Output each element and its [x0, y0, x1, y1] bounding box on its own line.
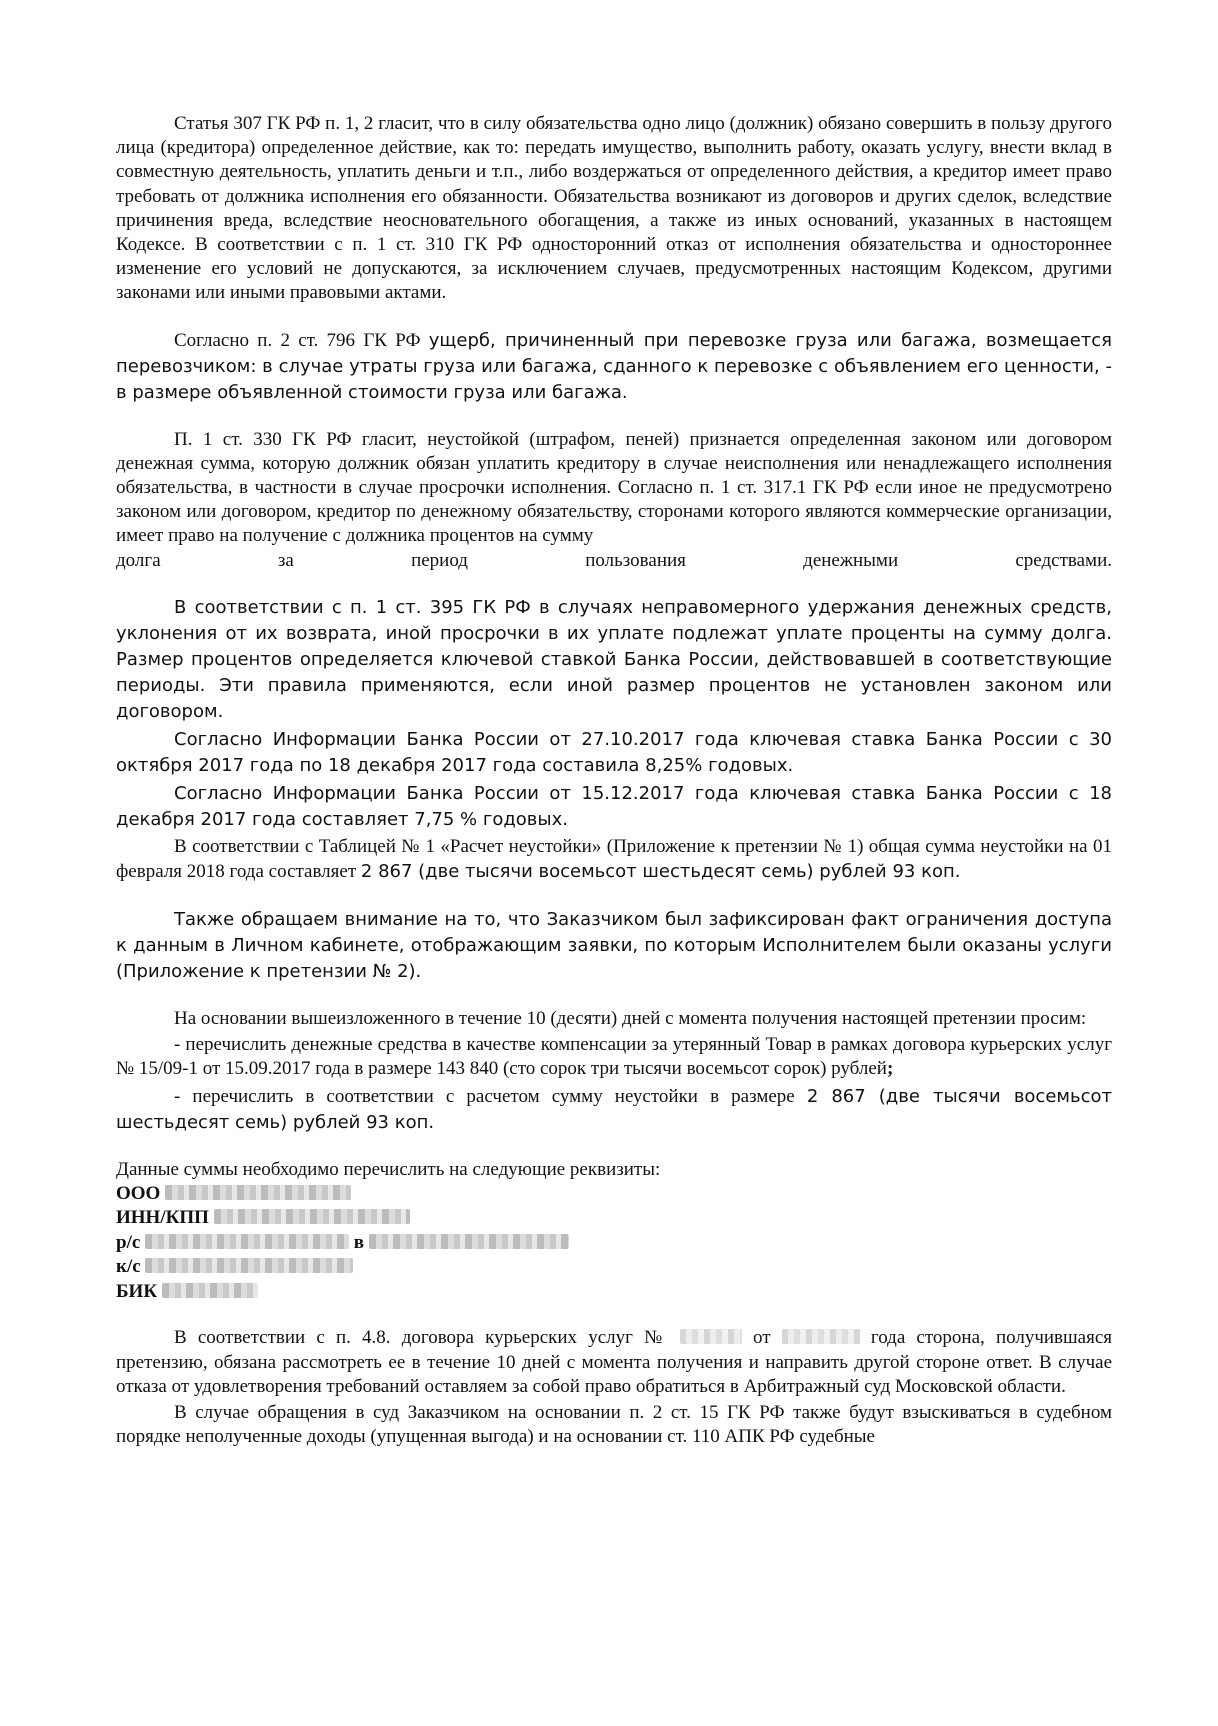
text-sans: ущерб, причиненный при перевозке груза или багажа, возмещается перевозчиком: в случае утраты груза или багажа, сданного к перевозке с объявлением его ценности, - в размере объявленной стоимости груза или багажа.	[116, 329, 1113, 403]
text-serif: В соответствии с п. 4.8. договора курьерских услуг №	[174, 1327, 669, 1349]
paragraph-key-rate-2: Согласно Информации Банка России от 15.12.2017 года ключевая ставка Банка России с 18 декабря 2017 года составляет 7,75 % годовых.	[116, 782, 1112, 830]
redacted-contract-date	[782, 1329, 860, 1344]
paragraph-demand-compensation	[116, 1033, 1112, 1081]
paragraph-court-claim: В случае обращения в суд Заказчиком на основании п. 2 ст. 15 ГК РФ также будут взыскиваться в судебном порядке неполученные доходы (упущенная выгода) и на основании ст. 110 АПК РФ судебные	[116, 1401, 1112, 1448]
corr-account-label: к/с	[116, 1256, 141, 1278]
bank-details-corr-account	[116, 1255, 1112, 1280]
bank-details-company	[116, 1182, 1112, 1207]
text-serif: от	[752, 1327, 771, 1349]
paragraph-contract-4-8	[116, 1326, 1112, 1399]
text-serif: Согласно п. 2 ст. 796 ГК РФ	[174, 329, 429, 351]
paragraph-art-796	[116, 328, 1112, 406]
paragraph-art-307: Статья 307 ГК РФ п. 1, 2 гласит, что в силу обязательства одно лицо (должник) обязано совершить в пользу другого лица (кредитора) определенное действие, как то: передать имущество, выполнить работу, оказать услугу, внести вклад в совместную деятельность, уплатить деньги и т.п., либо воздержаться от определенного действия, а кредитор имеет право требовать от должника исполнения его обязанности. Обязательства возникают из договоров и других сделок, вследствие причинения вреда, вследствие неосновательного обогащения, а также из иных оснований, указанных в настоящем Кодексе. В соответствии с п. 1 ст. 310 ГК РФ односторонний отказ от исполнения обязательства и одностороннее изменение его условий не допускаются, за исключением случаев, предусмотренных настоящим Кодексом, другими законами или иными правовыми актами.	[116, 113, 1112, 304]
redacted-contract-number	[680, 1329, 742, 1344]
text-sans: 2 867 (две тысячи восемьсот шестьдесят семь) рублей 93 коп.	[360, 861, 961, 883]
redacted-inn	[214, 1209, 410, 1224]
bank-details	[116, 1158, 1112, 1305]
inn-label: ИНН/КПП	[116, 1207, 209, 1229]
paragraph-art-330: П. 1 ст. 330 ГК РФ гласит, неустойкой (штрафом, пеней) признается определенная законом или договором денежная сумма, которую должник обязан уплатить кредитору в случае неисполнения или ненадлежащего исполнения обязательства, в частности в случае просрочки исполнения. Согласно п. 1 ст. 317.1 ГК РФ если иное не предусмотрено законом или договором, кредитор по денежному обязательству, сторонами которого являются коммерческие организации, имеет право на получение с должника процентов на сумму	[116, 428, 1112, 547]
paragraph-key-rate-1: Согласно Информации Банка России от 27.10.2017 года ключевая ставка Банка России с 30 октября 2017 года по 18 декабря 2017 года составила 8,25% годовых.	[116, 728, 1112, 776]
text-sans: 2 867 (две тысячи восемьсот шестьдесят семь) рублей 93 коп.	[116, 1085, 1112, 1133]
text-bold: ;	[886, 1058, 894, 1080]
bank-details-inn	[116, 1206, 1112, 1231]
bank-details-intro: Данные суммы необходимо перечислить на следующие реквизиты:	[116, 1158, 661, 1180]
paragraph-penalty-total	[116, 835, 1112, 885]
account-label: р/с	[116, 1231, 141, 1253]
bank-preposition: в	[353, 1231, 365, 1253]
text-serif: В соответствии с Таблицей № 1 «Расчет неустойки» (Приложение к претензии № 1) общая сумма неустойки на 01 февраля 2018 года составляет	[116, 835, 1112, 883]
text-serif: - перечислить денежные средства в качестве компенсации за утерянный Товар в рамках договора курьерских услуг № 15/09-1 от 15.09.2017 года в размере 143 840 (сто сорок три тысячи восемьсот сорок) рублей	[116, 1034, 1112, 1080]
redacted-corr-account	[145, 1258, 353, 1273]
redacted-bank-name	[369, 1234, 569, 1249]
company-prefix: ООО	[116, 1182, 161, 1204]
paragraph-demand-penalty	[116, 1084, 1112, 1136]
bank-details-bik	[116, 1280, 1112, 1305]
text-serif: года сторона, получившаяся претензию, обязана рассмотреть ее в течение 10 дней с момента получения и направить другой стороне ответ. В случае отказа от удовлетворения требований оставляем за собой право обратиться в Арбитражный суд Московской области.	[116, 1327, 1113, 1397]
paragraph-demand-intro: На основании вышеизложенного в течение 10 (десяти) дней с момента получения настоящей претензии просим:	[174, 1008, 1087, 1030]
paragraph-art-330-last-line: долга за период пользования денежными средствами.	[116, 549, 1112, 571]
redacted-company-name	[165, 1185, 351, 1200]
text-serif: - перечислить в соответствии с расчетом сумму неустойки в размере	[174, 1085, 807, 1107]
bik-label: БИК	[116, 1280, 158, 1302]
redacted-bik	[162, 1283, 258, 1298]
bank-details-account	[116, 1231, 1112, 1256]
paragraph-art-395: В соответствии с п. 1 ст. 395 ГК РФ в случаях неправомерного удержания денежных средств, уклонения от их возврата, иной просрочки в их уплате подлежат уплате проценты на сумму долга. Размер процентов определяется ключевой ставкой Банка России, действовавшей в соответствующие периоды. Эти правила применяются, если иной размер процентов не установлен законом или договором.	[116, 596, 1112, 722]
redacted-account	[145, 1234, 349, 1249]
paragraph-access-restriction: Также обращаем внимание на то, что Заказчиком был зафиксирован факт ограничения доступа к данным в Личном кабинете, отображающим заявки, по которым Исполнителем были оказаны услуги (Приложение к претензии № 2).	[116, 909, 1112, 983]
